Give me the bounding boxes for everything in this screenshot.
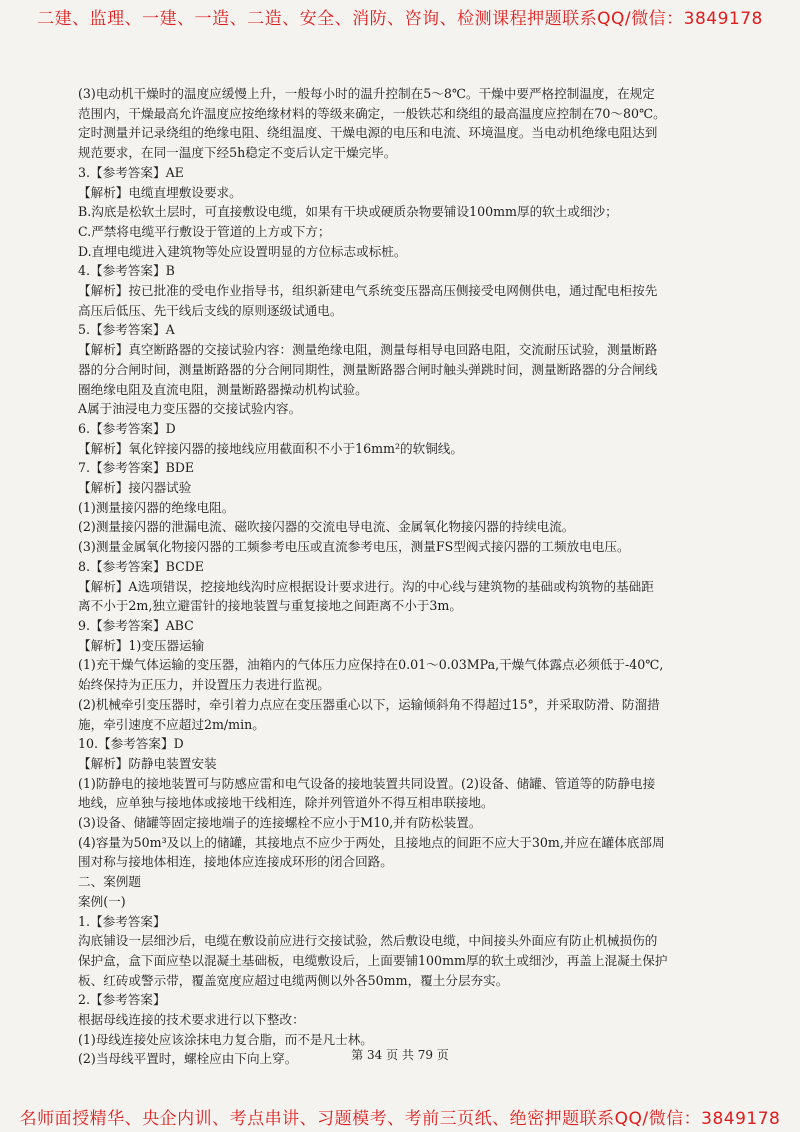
text-line: 1.【参考答案】 [78, 913, 166, 929]
text-line: (1)防静电的接地装置可与防感应雷和电气设备的接地装置共同设置。(2)设备、储罐、管道等的防静电接 [78, 775, 656, 791]
text-line: 规范要求，在同一温度下经5h稳定不变后认定干燥完毕。 [78, 145, 397, 161]
text-line: 【解析】接闪器试验 [78, 480, 192, 496]
text-line: A属于油浸电力变压器的交接试验内容。 [78, 401, 302, 417]
text-line: (1)充干燥气体运输的变压器，油箱内的气体压力应保持在0.01～0.03MPa,干燥气体露点必须低于-40℃, [78, 657, 664, 673]
text-line: 围对称与接地体相连，接地体应连接成环形的闭合回路。 [78, 854, 393, 870]
text-line: 6.【参考答案】D [78, 420, 176, 436]
text-line: C.严禁将电缆平行敷设于管道的上方或下方； [78, 223, 331, 239]
text-line: 4.【参考答案】B [78, 263, 175, 279]
text-line: 【解析】真空断路器的交接试验内容：测量绝缘电阻，测量每相导电回路电阻，交流耐压试验，测量断路 [78, 342, 658, 358]
text-line: (2)测量接闪器的泄漏电流、磁吹接闪器的交流电导电流、金属氧化物接闪器的持续电流。 [78, 519, 575, 535]
text-line: (3)设备、储罐等固定接地端子的连接螺栓不应小于M10,并有防松装置。 [78, 815, 482, 831]
text-line: 8.【参考答案】BCDE [78, 558, 204, 574]
text-line: 二、案例题 [78, 874, 141, 890]
text-line: 离不小于2m,独立避雷针的接地装置与重复接地之间距离不小于3m。 [78, 598, 462, 614]
text-line: 10.【参考答案】D [78, 736, 184, 752]
text-line: (3)电动机干燥时的温度应缓慢上升，一般每小时的温升控制在5～8℃。干燥中要严格控制温度，在规定 [78, 86, 655, 101]
text-line: 5.【参考答案】A [78, 322, 175, 338]
text-line: 地线，应单独与接地体或接地干线相连，除并列管道外不得互相串联接地。 [78, 795, 494, 811]
text-line: (4)容量为50m³及以上的储罐，其接地点不应少于两处，且接地点的间距不应大于30m,并应在罐体底部周 [78, 834, 665, 850]
text-line: 3.【参考答案】AE [78, 164, 184, 180]
text-line: 【解析】氧化锌接闪器的接地线应用截面积不小于16mm²的软铜线。 [78, 440, 463, 456]
text-line: 根据母线连接的技术要求进行以下整改： [78, 1012, 305, 1028]
text-line: 案例(一) [78, 893, 126, 909]
text-line: 9.【参考答案】ABC [78, 617, 194, 633]
text-line: 2.【参考答案】 [78, 992, 166, 1008]
text-line: 【解析】按已批准的受电作业指导书，组织新建电气系统变压器高压侧接受电网侧供电，通过配电柜按先 [78, 283, 658, 299]
text-line: 【解析】防静电装置安装 [78, 755, 217, 771]
text-line: 施，牵引速度不应超过2m/min。 [78, 716, 265, 732]
text-line: 板、红砖或警示带，覆盖宽度应超过电缆两侧以外各50mm，覆土分层夯实。 [78, 972, 509, 988]
text-line: 【解析】电缆直埋敷设要求。 [78, 184, 242, 200]
top-contact-banner: 二建、监理、一建、一造、二造、安全、消防、咨询、检测课程押题联系QQ/微信：3849178 [37, 9, 763, 29]
text-line: 【解析】1)变压器运输 [78, 637, 205, 653]
text-line: B.沟底是松软土层时，可直接敷设电缆，如果有干块或硬质杂物要铺设100mm厚的软土或细沙； [78, 204, 618, 220]
text-line: (2)当母线平置时，螺栓应由下向上穿。 [78, 1051, 298, 1067]
text-line: (1)测量接闪器的绝缘电阻。 [78, 499, 235, 515]
page-number: 第 34 页 共 79 页 [351, 1048, 449, 1062]
text-line: (3)测量金属氧化物接闪器的工频参考电压或直流参考电压，测量FS型阀式接闪器的工频放电电压。 [78, 539, 630, 555]
text-line: 保护盒，盒下面应垫以混凝土基础板，电缆敷设后，上面要铺100mm厚的软土或细沙，再盖上混凝土保护 [78, 952, 668, 968]
text-line: 定时测量并记录绕组的绝缘电阻、绕组温度、干燥电源的电压和电流、环境温度。当电动机绝缘电阻达到 [78, 125, 658, 141]
text-line: (2)机械牵引变压器时，牵引着力点应在变压器重心以下，运输倾斜角不得超过15°，并采取防滑、防溜措 [78, 696, 660, 712]
text-line: 圈绝缘电阻及直流电阻，测量断路器操动机构试验。 [78, 381, 368, 397]
text-line: 范围内，干燥最高允许温度应按绝缘材料的等级来确定，一般铁芯和绕组的最高温度应控制在70～80℃。 [78, 105, 666, 121]
text-line: 器的分合闸时间，测量断路器的分合闸同期性，测量断路器合闸时触头弹跳时间，测量断路器的分合闸线 [78, 361, 658, 377]
text-line: 高压后低压、先干线后支线的原则逐级试通电。 [78, 302, 343, 318]
text-line: (1)母线连接处应该涂抹电力复合脂，而不是凡士林。 [78, 1031, 373, 1047]
text-line: 沟底铺设一层细沙后，电缆在敷设前应进行交接试验，然后敷设电缆，中间接头外面应有防止机械损伤的 [78, 933, 658, 949]
text-line: 始终保持为正压力，并设置压力表进行监视。 [78, 677, 330, 693]
text-line: D.直埋电缆进入建筑物等处应设置明显的方位标志或标桩。 [78, 243, 407, 259]
text-line: 【解析】A选项错误，挖接地线沟时应根据设计要求进行。沟的中心线与建筑物的基础或构筑物的基础距 [78, 578, 654, 594]
document-body [78, 84, 758, 1069]
bottom-contact-banner: 名师面授精华、央企内训、考点串讲、习题模考、考前三页纸、绝密押题联系QQ/微信：3849178 [19, 1109, 781, 1129]
text-line: 7.【参考答案】BDE [78, 460, 195, 476]
